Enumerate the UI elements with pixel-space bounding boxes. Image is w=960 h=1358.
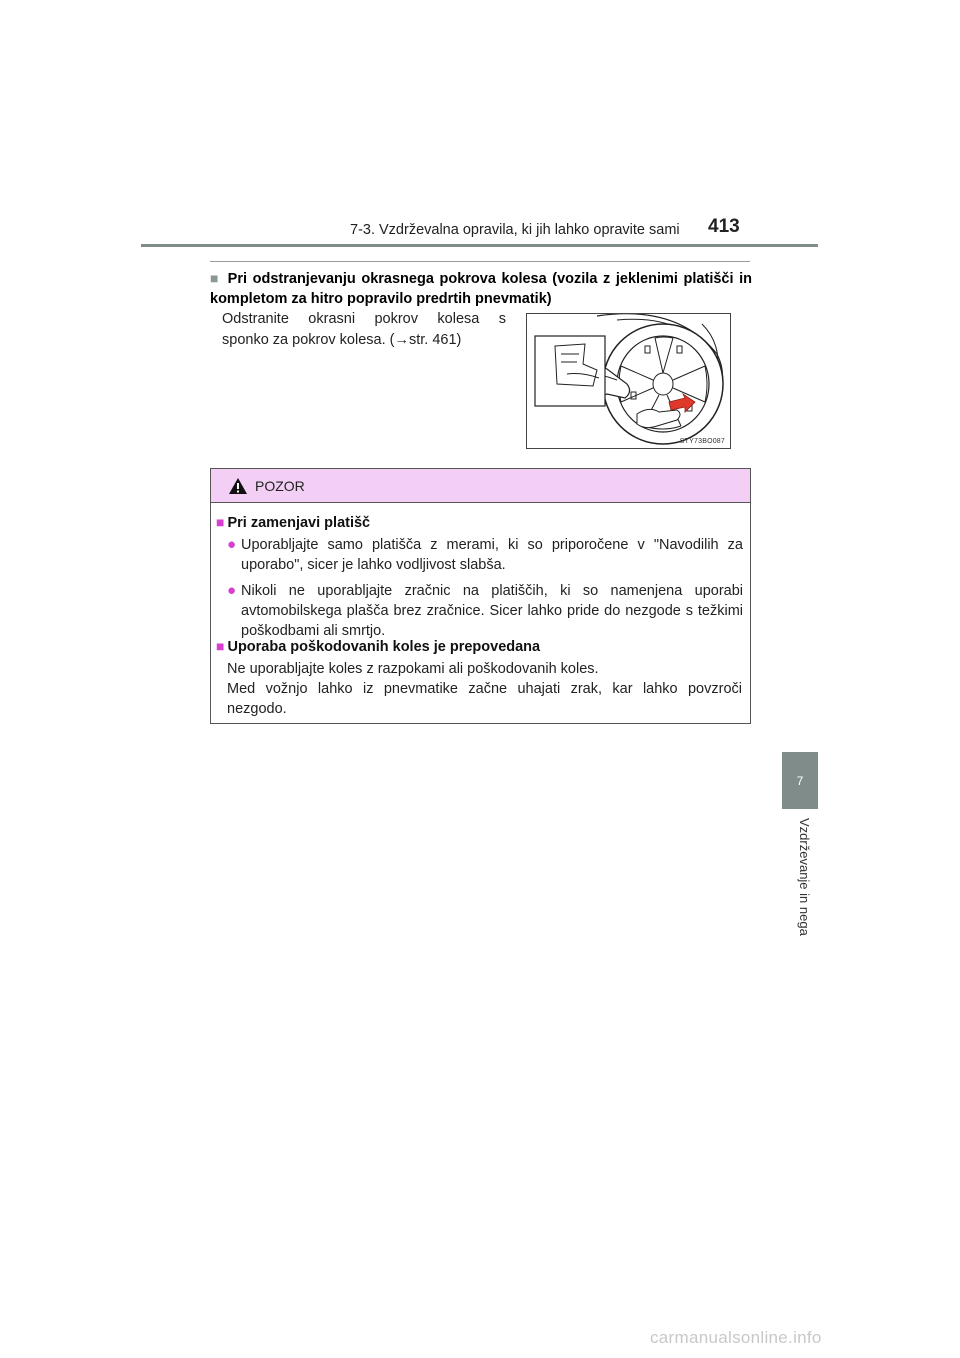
caution-subheading-text: Pri zamenjavi platišč <box>227 515 371 531</box>
square-bullet-icon: ■ <box>216 638 225 654</box>
section-body <box>222 309 506 351</box>
caution-paragraph-line: Med vožnjo lahko iz pnevmatike začne uhajati zrak, kar lahko povzroči <box>227 681 742 697</box>
caution-list-item <box>227 581 743 641</box>
section-body-line: Odstranite okrasni pokrov kolesa s <box>222 311 506 327</box>
caution-subheading-text: Uporaba poškodovanih koles je prepovedana <box>227 639 541 655</box>
watermark: carmanualsonline.info <box>650 1328 822 1347</box>
caution-item-text: Uporabljajte samo platišča z merami, ki so priporočene v "Navodilih za uporabo", sicer je lahko vodljivost slabša. <box>241 537 743 573</box>
square-bullet-icon: ■ <box>216 514 225 530</box>
wheel-cover-figure <box>526 313 731 449</box>
caution-header <box>211 469 750 503</box>
chapter-tab: 7 <box>782 752 818 809</box>
wheel-cover-illustration <box>527 314 730 448</box>
caution-subheading <box>216 514 370 531</box>
round-bullet-icon: ● <box>227 536 237 553</box>
caution-paragraph-line: nezgodo. <box>227 701 287 717</box>
caution-list-item <box>227 535 743 575</box>
caution-item-text: Nikoli ne uporabljajte zračnic na platiščih, ki so namenjena uporabi avtomobilskega plašča brez zračnice. Sicer lahko pride do nezgode s težkimi poškodbami ali smrtjo. <box>241 583 743 639</box>
section-heading <box>210 268 752 309</box>
section-rule <box>210 261 750 262</box>
section-heading-text: Pri odstranjevanju okrasnega pokrova kolesa (vozila z jeklenimi platišči in kompletom za hitro popravilo predrtih pnevmatik) <box>210 271 752 307</box>
caution-subheading <box>216 638 540 655</box>
section-body-line: sponko za pokrov kolesa. (→str. 461) <box>222 332 462 348</box>
page-number: 413 <box>708 216 740 237</box>
figure-code: STY73BO087 <box>679 438 725 445</box>
caution-title: POZOR <box>255 478 305 494</box>
warning-triangle-icon <box>228 477 248 500</box>
caution-paragraph <box>227 659 742 719</box>
caution-paragraph-line: Ne uporabljajte koles z razpokami ali poškodovanih koles. <box>227 661 599 677</box>
round-bullet-icon: ● <box>227 582 237 599</box>
chapter-title: 7-3. Vzdrževalna opravila, ki jih lahko opravite sami <box>350 222 680 238</box>
chapter-tab-label: Vzdrževanje in nega <box>797 818 812 936</box>
caution-box <box>210 468 751 724</box>
square-bullet-icon: ■ <box>210 270 221 286</box>
header-rule <box>141 244 818 247</box>
